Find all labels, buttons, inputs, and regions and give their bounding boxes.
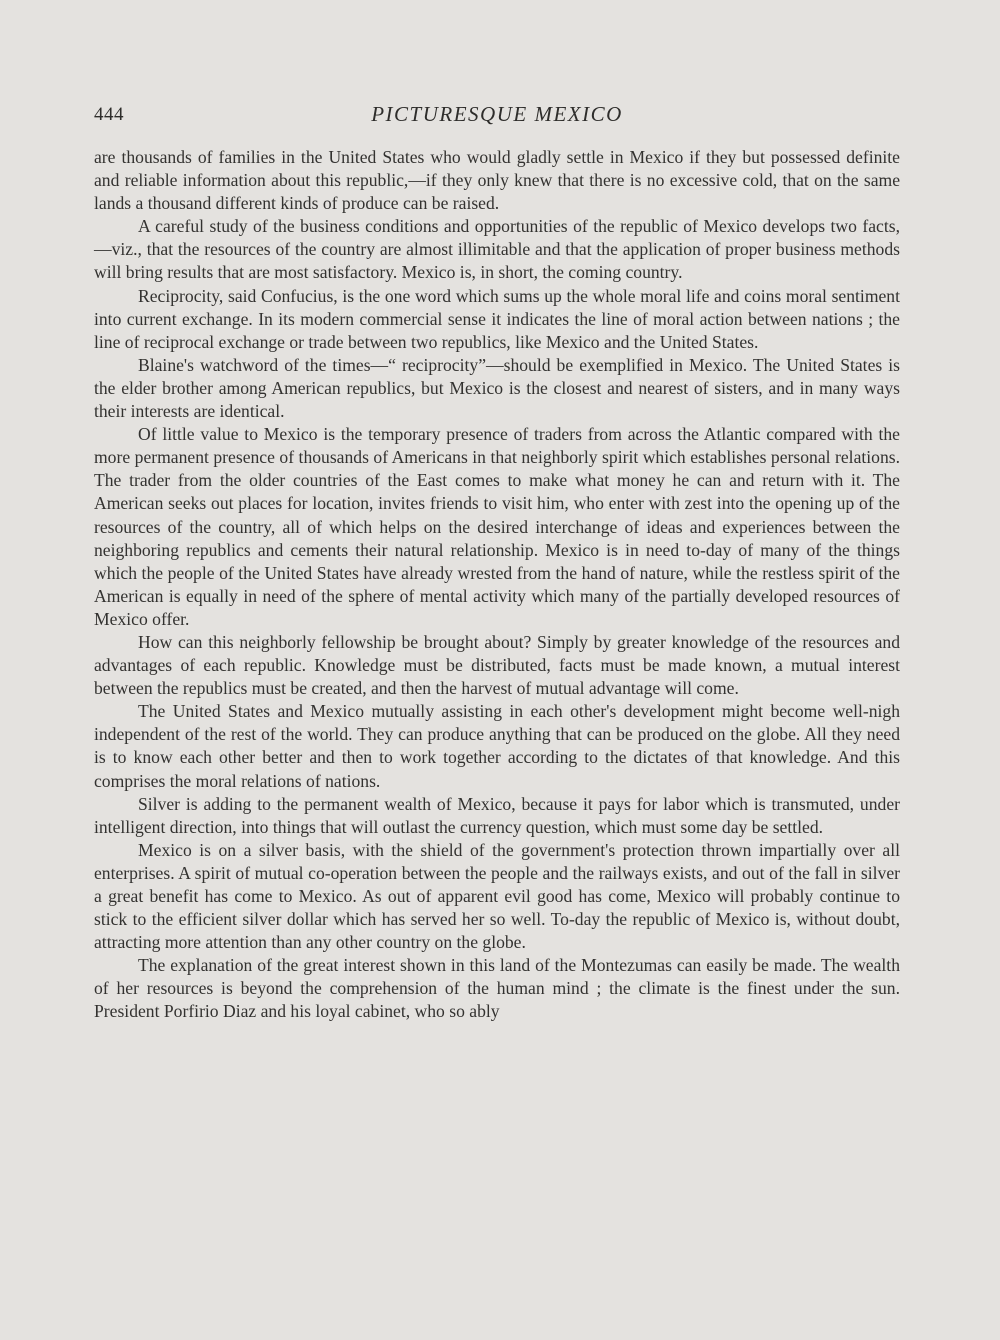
paragraph: A careful study of the business conditions and opportunities of the republic of Mexico develops two facts,—viz., that the resources of the country are almost illimitable and that the application of proper business methods will bring results that are most satisfactory. Mexico is, in short, the coming country.	[94, 216, 900, 283]
page-number: 444	[94, 104, 124, 125]
paragraph: Silver is adding to the permanent wealth of Mexico, because it pays for labor which is transmuted, under intelligent direction, into things that will outlast the currency question, which must some day be settled.	[94, 793, 900, 837]
paragraph: Reciprocity, said Confucius, is the one word which sums up the whole moral life and coins moral sentiment into current exchange. In its modern commercial sense it indicates the line of moral action between nations ; the line of reciprocal exchange or trade between two republics, like Mexico and the United States.	[94, 285, 900, 352]
paragraph-continued: are thousands of families in the United States who would gladly settle in Mexico if they but possessed definite and reliable information about this republic,—if they only knew that there is no excessive cold, that on the same lands a thousand different kinds of produce can be raised.	[94, 147, 900, 214]
paragraph: The explanation of the great interest shown in this land of the Montezumas can easily be made. The wealth of her resources is beyond the comprehension of the human mind ; the climate is the finest under the sun. President Porfirio Diaz and his loyal cabinet, who so ably	[94, 955, 900, 1022]
paragraph: Blaine's watchword of the times—“ reciprocity”—should be exemplified in Mexico. The United States is the elder brother among American republics, but Mexico is the closest and nearest of sisters, and in many ways their interests are identical.	[94, 354, 900, 422]
page-header	[94, 104, 900, 134]
body-text	[94, 146, 900, 1024]
paragraph: The United States and Mexico mutually assisting in each other's development might become well-nigh independent of the rest of the world. They can produce anything that can be produced on the globe. All they need is to know each other better and then to work together according to the dictates of that knowledge. And this comprises the moral relations of nations.	[94, 701, 900, 791]
running-title: PICTURESQUE MEXICO	[371, 102, 623, 126]
paragraph: Mexico is on a silver basis, with the shield of the government's protection thrown impartially over all enterprises. A spirit of mutual co-operation between the people and the railways exists, and out of the fall in silver a great benefit has come to Mexico. As out of apparent evil good has come, Mexico will probably continue to stick to the efficient silver dollar which has served her so well. To-day the republic of Mexico is, without doubt, attracting more attention than any other country on the globe.	[94, 839, 900, 953]
paragraph: Of little value to Mexico is the temporary presence of traders from across the Atlantic compared with the more permanent presence of thousands of Americans in that neighborly spirit which establishes personal relations. The trader from the older countries of the East comes to make what money he can and return with it. The American seeks out places for location, invites friends to visit him, who enter with zest into the opening up of the resources of the country, all of which helps on the desired interchange of ideas and experiences between the neighboring republics and cements their natural relationship. Mexico is in need to-day of many of the things which the people of the United States have already wrested from the hand of nature, while the restless spirit of the American is equally in need of the sphere of mental activity which many of the partially developed resources of Mexico offer.	[94, 424, 900, 629]
paragraph: How can this neighborly fellowship be brought about? Simply by greater knowledge of the resources and advantages of each republic. Knowledge must be distributed, facts must be made known, a mutual interest between the republics must be created, and then the harvest of mutual advantage will come.	[94, 631, 900, 699]
